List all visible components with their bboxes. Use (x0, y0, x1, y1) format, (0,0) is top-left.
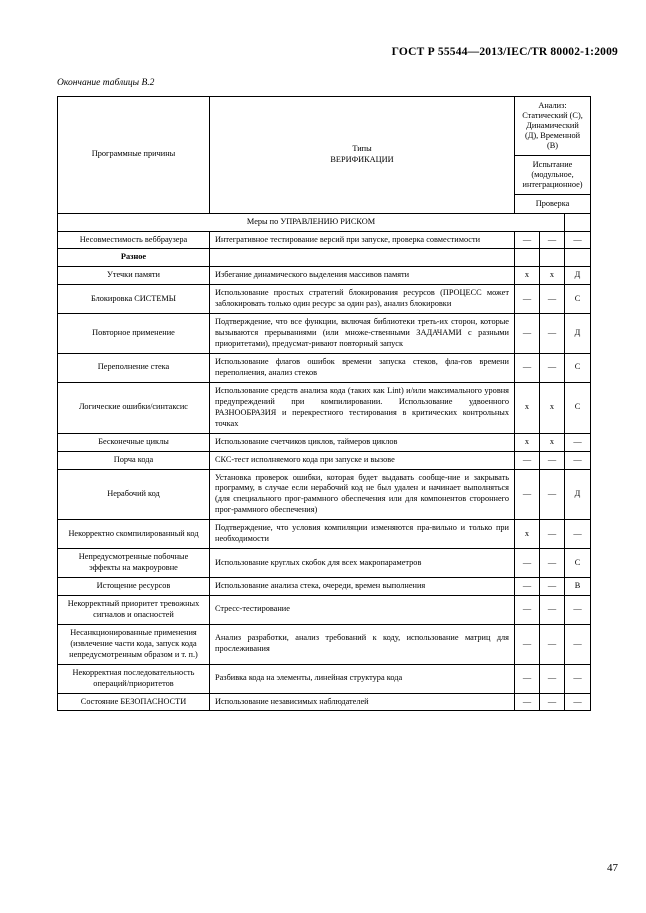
row-cause: Несовместимость веббраузера (58, 231, 210, 249)
row-cause: Логические ошибки/синтаксис (58, 382, 210, 433)
row-mark-time: — (565, 433, 591, 451)
row-cause: Истощение ресурсов (58, 578, 210, 596)
row-mark-static: х (515, 382, 540, 433)
row-mark-dynamic: х (540, 433, 565, 451)
row-mark-static: — (515, 354, 540, 383)
header-types-line2: ВЕРИФИКАЦИИ (330, 154, 394, 164)
row-mark-time: — (565, 664, 591, 693)
row-cause: Некорректно скомпилированный код (58, 520, 210, 549)
table-body (58, 97, 591, 711)
row-cause: Переполнение стека (58, 354, 210, 383)
table-row (58, 451, 591, 469)
verification-table (57, 96, 591, 711)
table-header-row (58, 97, 591, 214)
row-mark-dynamic: — (540, 693, 565, 711)
header-cell-causes: Программные причины (58, 97, 210, 214)
header-risk-spacer (565, 213, 591, 231)
row-mark-static: — (515, 624, 540, 664)
row-mark-time: С (565, 549, 591, 578)
table-row (58, 549, 591, 578)
row-cause: Несанкционированные применения (извлечение части кода, запуск кода непредусмотренным образом и т. п.) (58, 624, 210, 664)
row-mark-dynamic: — (540, 231, 565, 249)
row-measure: Подтверждение, что все функции, включая библиотеки треть-их сторон, которые вызываются прерываниями (или множе-ственными ЗАДАЧАМИ с разными приоритетами), предусмат-ривают повторный запуск (210, 314, 515, 354)
row-mark-time: Д (565, 267, 591, 285)
row-measure: Использование средств анализа кода (таких как Lint) и/или максимального уровня предупреждений при компилировании. Использование удвоенного РАЗНООБРАЗИЯ и перекрестного тестирования в критических контрольных точках (210, 382, 515, 433)
row-cause: Нерабочий код (58, 469, 210, 520)
table-row (58, 382, 591, 433)
row-mark-static: х (515, 433, 540, 451)
row-mark-time: — (565, 231, 591, 249)
row-measure: Разбивка кода на элементы, линейная структура кода (210, 664, 515, 693)
row-measure: Стресс-тестирование (210, 595, 515, 624)
section-spacer-d (540, 249, 565, 267)
table-row (58, 624, 591, 664)
row-mark-dynamic: — (540, 451, 565, 469)
table-row (58, 578, 591, 596)
row-mark-static: х (515, 267, 540, 285)
header-check: Проверка (535, 198, 570, 208)
row-mark-dynamic: х (540, 382, 565, 433)
header-types-line1: Типы (352, 143, 372, 153)
page-number: 47 (607, 862, 618, 874)
table-header-row-risk (58, 213, 591, 231)
row-measure: Использование анализа стека, очереди, времен выполнения (210, 578, 515, 596)
table-row (58, 314, 591, 354)
section-spacer-s (515, 249, 540, 267)
row-measure: Использование круглых скобок для всех макропараметров (210, 549, 515, 578)
table-row (58, 693, 591, 711)
row-cause: Повторное применение (58, 314, 210, 354)
row-mark-static: — (515, 469, 540, 520)
row-mark-time: Д (565, 314, 591, 354)
table-section-row (58, 249, 591, 267)
table-row (58, 520, 591, 549)
row-cause: Некорректная последовательность операций/приоритетов (58, 664, 210, 693)
row-mark-static: — (515, 285, 540, 314)
row-cause: Бесконечные циклы (58, 433, 210, 451)
row-mark-dynamic: — (540, 520, 565, 549)
row-measure: Использование флагов ошибок времени запуска стеков, фла-гов времени переполнения, анализ стеков (210, 354, 515, 383)
row-cause: Некорректный приоритет тревожных сигналов и опасностей (58, 595, 210, 624)
table-row (58, 664, 591, 693)
row-measure: Интегративное тестирование версий при запуске, проверка совместимости (210, 231, 515, 249)
section-spacer-v (565, 249, 591, 267)
row-measure: Подтверждение, что условия компиляции изменяются пра-вильно и только при необходимости (210, 520, 515, 549)
table-caption: Окончание таблицы В.2 (57, 78, 155, 88)
row-cause: Блокировка СИСТЕМЫ (58, 285, 210, 314)
section-spacer-measure (210, 249, 515, 267)
row-mark-dynamic: — (540, 664, 565, 693)
row-mark-static: — (515, 314, 540, 354)
row-mark-dynamic: — (540, 624, 565, 664)
row-cause: Состояние БЕЗОПАСНОСТИ (58, 693, 210, 711)
section-title: Разное (58, 249, 210, 267)
table-row (58, 354, 591, 383)
row-mark-dynamic: — (540, 285, 565, 314)
row-mark-time: — (565, 451, 591, 469)
row-mark-dynamic: — (540, 578, 565, 596)
row-measure: СКС-тест исполняемого кода при запуске и вызове (210, 451, 515, 469)
table-row (58, 285, 591, 314)
row-cause: Непредусмотренные побочные эффекты на макроуровне (58, 549, 210, 578)
row-mark-time: — (565, 595, 591, 624)
row-measure: Использование независимых наблюдателей (210, 693, 515, 711)
row-mark-dynamic: — (540, 469, 565, 520)
row-mark-time: В (565, 578, 591, 596)
row-measure: Использование счетчиков циклов, таймеров циклов (210, 433, 515, 451)
row-mark-static: — (515, 549, 540, 578)
table-row (58, 231, 591, 249)
table-row (58, 267, 591, 285)
header-risk-measures: Меры по УПРАВЛЕНИЮ РИСКОМ (58, 213, 565, 231)
row-measure: Избегание динамического выделения массивов памяти (210, 267, 515, 285)
row-mark-static: — (515, 451, 540, 469)
row-mark-time: — (565, 520, 591, 549)
row-measure: Анализ разработки, анализ требований к коду, использование матриц для прослеживания (210, 624, 515, 664)
row-mark-time: — (565, 624, 591, 664)
table-row (58, 433, 591, 451)
row-mark-static: х (515, 520, 540, 549)
row-mark-static: — (515, 595, 540, 624)
row-mark-static: — (515, 664, 540, 693)
row-mark-time: С (565, 285, 591, 314)
row-mark-time: Д (565, 469, 591, 520)
row-measure: Использование простых стратегий блокирования ресурсов (ПРОЦЕСС может заблокировать только один ресурс за один раз), анализ блокировки (210, 285, 515, 314)
row-mark-time: С (565, 382, 591, 433)
row-cause: Утечки памяти (58, 267, 210, 285)
header-analysis: Анализ: Статический (С), Динамический (Д), Временной (В) (515, 97, 590, 156)
row-mark-static: — (515, 693, 540, 711)
row-mark-dynamic: — (540, 314, 565, 354)
row-mark-static: — (515, 231, 540, 249)
row-mark-time: — (565, 693, 591, 711)
row-cause: Порча кода (58, 451, 210, 469)
row-mark-dynamic: — (540, 549, 565, 578)
row-mark-dynamic: — (540, 595, 565, 624)
row-mark-time: С (565, 354, 591, 383)
row-mark-static: — (515, 578, 540, 596)
row-measure: Установка проверок ошибки, которая будет выдавать сообще-ние и закрывать программу, в случае если нерабочий код не был удален и начинает выполняться (для специального прог-раммного обеспечения или для компонентов стороннего прог-раммного обеспечения) (210, 469, 515, 520)
table-row (58, 595, 591, 624)
table-row (58, 469, 591, 520)
header-cell-verification-types (515, 97, 591, 214)
row-mark-dynamic: х (540, 267, 565, 285)
header-testing: Испытание (модульное, интеграционное) (515, 156, 590, 195)
header-cell-types (210, 97, 515, 214)
document-header: ГОСТ Р 55544—2013/IEC/TR 80002-1:2009 (391, 46, 618, 58)
row-mark-dynamic: — (540, 354, 565, 383)
